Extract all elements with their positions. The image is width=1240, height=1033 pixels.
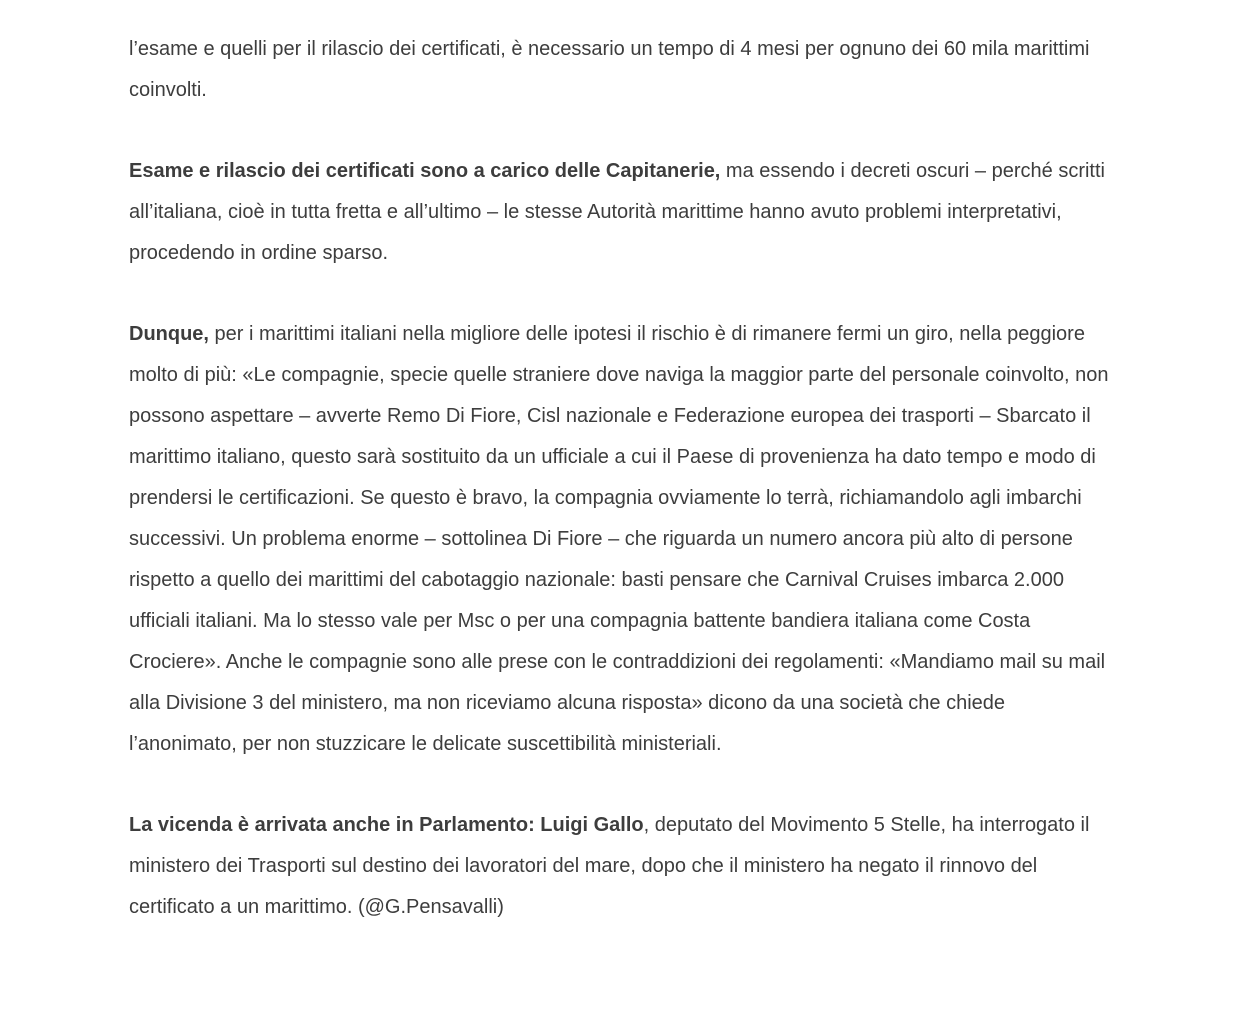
text-segment: l’esame e quelli per il rilascio dei certificati, è necessario un tempo di 4 mesi per ognuno dei 60 mila marittimi coinvolti. xyxy=(129,38,1090,101)
bold-text-segment: La vicenda è arrivata anche in Parlamento: Luigi Gallo xyxy=(129,814,644,836)
bold-text-segment: Esame e rilascio dei certificati sono a carico delle Capitanerie, xyxy=(129,160,721,182)
text-segment: ma essendo i decreti oscuri – perché scritti all’italiana, cioè in tutta fretta e all’ultimo – le stesse Autorità marittime hanno avuto problemi interpretativi, procedendo in ordine sparso. xyxy=(129,160,1105,264)
article-body xyxy=(129,0,1114,928)
paragraph xyxy=(129,314,1114,765)
paragraph xyxy=(129,805,1114,928)
bold-text-segment: Dunque, xyxy=(129,323,209,345)
text-segment: , deputato del Movimento 5 Stelle, ha interrogato il ministero dei Trasporti sul destino dei lavoratori del mare, dopo che il ministero ha negato il rinnovo del certificato a un marittimo. (@G.Pensavalli) xyxy=(129,814,1090,918)
paragraph xyxy=(129,29,1114,111)
text-segment: per i marittimi italiani nella migliore delle ipotesi il rischio è di rimanere fermi un giro, nella peggiore molto di più: «Le compagnie, specie quelle straniere dove naviga la maggior parte del personale coinvolto, non possono aspettare – avverte Remo Di Fiore, Cisl nazionale e Federazione europea dei trasporti – Sbarcato il marittimo italiano, questo sarà sostituito da un ufficiale a cui il Paese di provenienza ha dato tempo e modo di prendersi le certificazioni. Se questo è bravo, la compagnia ovviamente lo terrà, richiamandolo agli imbarchi successivi. Un problema enorme – sottolinea Di Fiore – che riguarda un numero ancora più alto di persone rispetto a quello dei marittimi del cabotaggio nazionale: basti pensare che Carnival Cruises imbarca 2.000 ufficiali italiani. Ma lo stesso vale per Msc o per una compagnia battente bandiera italiana come Costa Crociere». Anche le compagnie sono alle prese con le contraddizioni dei regolamenti: «Mandiamo mail su mail alla Divisione 3 del ministero, ma non riceviamo alcuna risposta» dicono da una società che chiede l’anonimato, per non stuzzicare le delicate suscettibilità ministeriali. xyxy=(129,323,1109,755)
paragraph xyxy=(129,151,1114,274)
